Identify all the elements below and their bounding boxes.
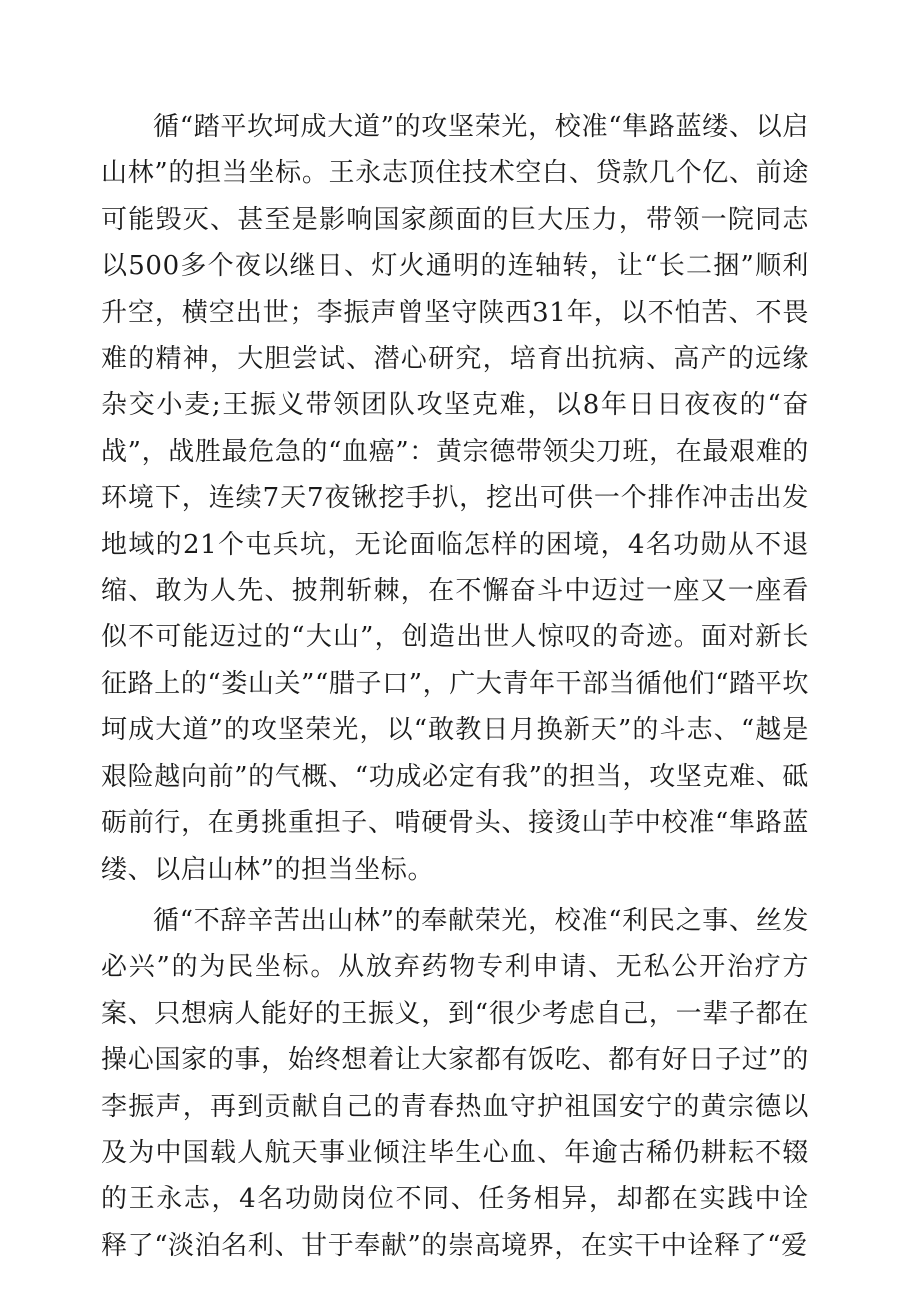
paragraph-2: 循“不辞辛苦出山林”的奉献荣光，校准“利民之事、丝发必兴”的为民坐标。从放弃药物专利申请、无私公开治疗方案、只想病人能好的王振义，到“很少考虑自己，一辈子都在操心国家的事，始终想着让大家都有饭吃、都有好日子过”的李振声，再到贡献自己的青春热血守护祖国安宁的黄宗德以及为中国载人航天事业倾注毕生心血、年逾古稀仍耕耘不辍的王永志，4名功勋岗位不同、任务相异，却都在实践中诠释了“淡泊名利、甘于奉献”的崇高境界，在实干中诠释了“爱 — [101, 905, 809, 1261]
body-text — [101, 104, 809, 1269]
paragraph-1: 循“踏平坎坷成大道”的攻坚荣光，校准“隼路蓝缕、以启山林”的担当坐标。王永志顶住技术空白、贷款几个亿、前途可能毁灭、甚至是影响国家颜面的巨大压力，带领一院同志以500多个夜以继日、灯火通明的连轴转，让“长二捆”顺利升空，横空出世；李振声曾坚守陕西31年，以不怕苦、不畏难的精神，大胆尝试、潜心研究，培育出抗病、高产的远缘杂交小麦;王振义带领团队攻坚克难，以8年日日夜夜的“奋战”，战胜最危急的“血癌”：黄宗德带领尖刀班，在最艰难的环境下，连续7天7夜锹挖手扒，挖出可供一个排作冲击出发地域的21个屯兵坑，无论面临怎样的困境，4名功勋从不退缩、敢为人先、披荆斩棘，在不懈奋斗中迈过一座又一座看似不可能迈过的“大山”，创造出世人惊叹的奇迹。面对新长征路上的“娄山关”“腊子口”，广大青年干部当循他们“踏平坎坷成大道”的攻坚荣光，以“敢教日月换新天”的斗志、“越是艰险越向前”的气概、“功成必定有我”的担当，攻坚克难、砥砺前行，在勇挑重担子、啃硬骨头、接烫山芋中校准“隼路蓝缕、以启山林”的担当坐标。 — [101, 112, 809, 885]
